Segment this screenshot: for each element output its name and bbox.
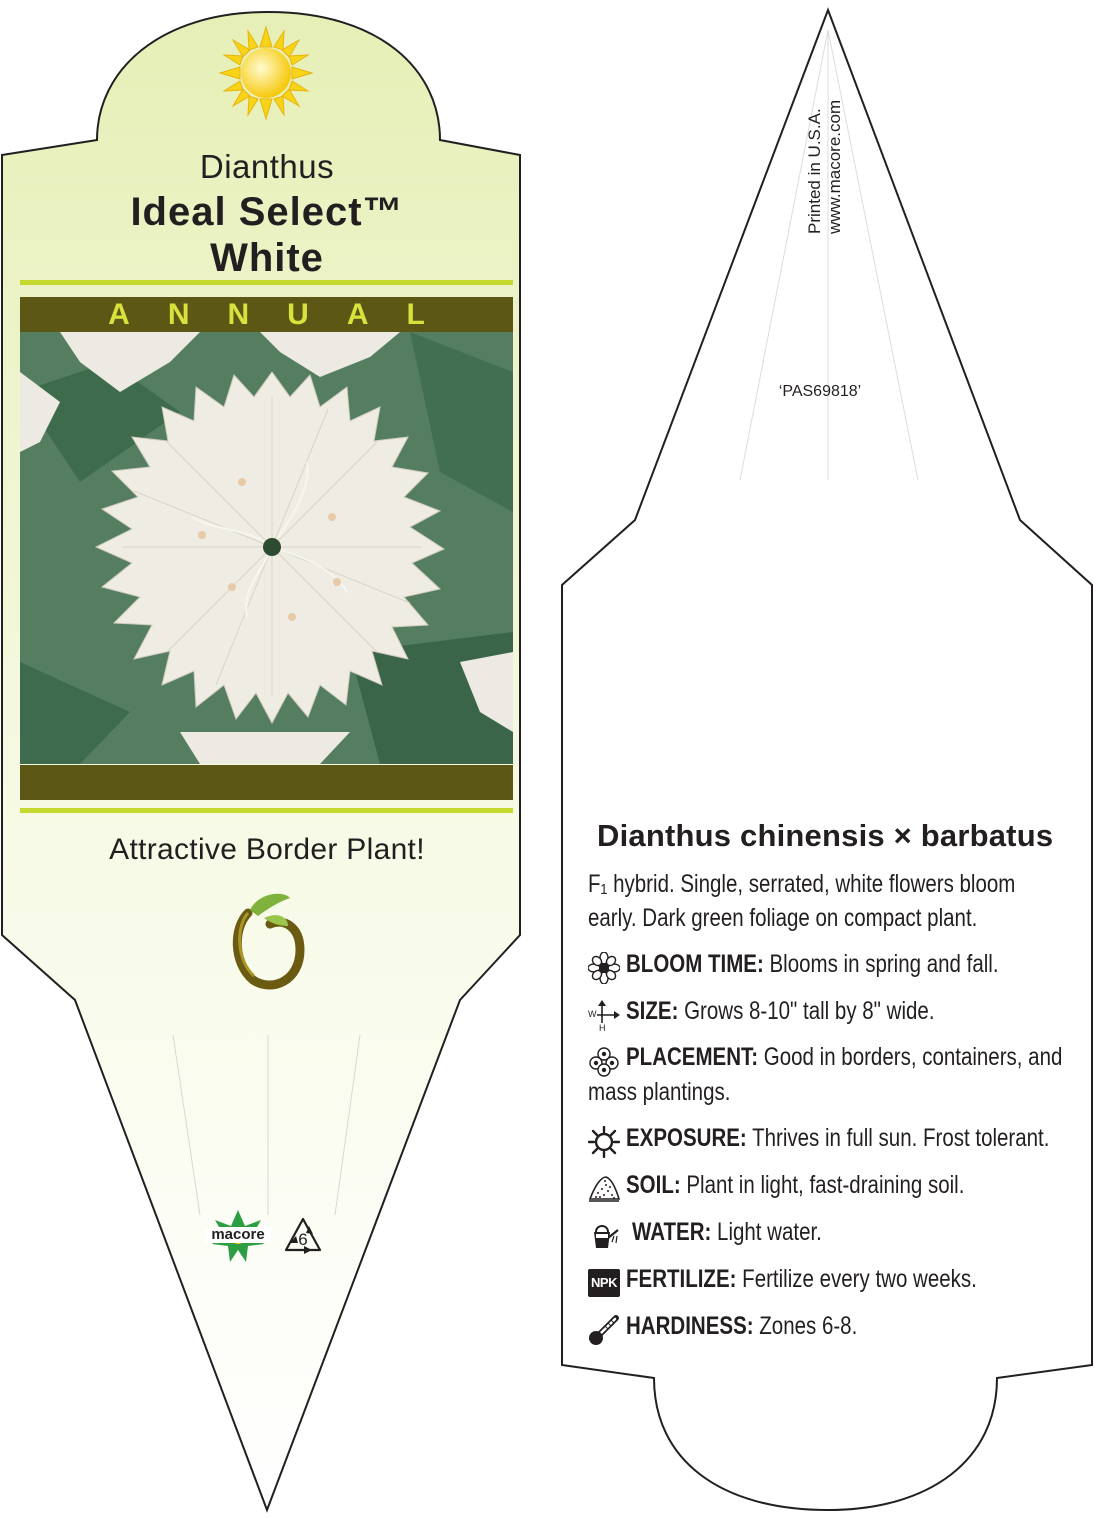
macore-logo — [205, 1208, 271, 1270]
placement-flowers-icon — [588, 1045, 620, 1077]
bottom-band — [20, 765, 513, 800]
description-line1: F₁ hybrid. Single, serrated, white flowers bloom — [588, 870, 1016, 898]
attribute-label: SIZE: — [626, 997, 679, 1025]
divider-rule — [20, 280, 513, 285]
watering-can-icon — [588, 1220, 620, 1252]
attribute-value: Thrives in full sun. Frost tolerant. — [752, 1124, 1050, 1152]
attribute-value: Fertilize every two weeks. — [742, 1265, 977, 1293]
common-name: Dianthus — [199, 148, 335, 185]
variety-name-line1: Ideal Select™ — [130, 190, 404, 234]
website: www.macore.com — [825, 99, 844, 234]
thermometer-icon — [588, 1314, 620, 1346]
attribute-value-continued: mass plantings. — [588, 1078, 731, 1106]
attribute-label: EXPOSURE: — [626, 1124, 747, 1152]
attribute-value: Grows 8-10" tall by 8" wide. — [684, 997, 935, 1025]
height-letter: H — [599, 1023, 606, 1031]
size-arrows-icon — [588, 999, 620, 1031]
attribute-value: Light water. — [717, 1218, 822, 1246]
botanical-name: Dianthus chinensis × barbatus — [597, 818, 1054, 853]
attribute-label: BLOOM TIME: — [626, 950, 764, 978]
divider-rule — [20, 808, 513, 813]
category-label: ANNUAL — [108, 298, 463, 331]
patent-number: ‘PAS69818’ — [778, 383, 862, 400]
attribute-label: SOIL: — [626, 1171, 681, 1199]
attribute-label: WATER: — [632, 1218, 712, 1246]
attribute-value: Good in borders, containers, and — [763, 1043, 1063, 1071]
attribute-value: Blooms in spring and fall. — [769, 950, 999, 978]
recycle-code: 6 — [298, 1230, 308, 1249]
width-letter: W — [588, 1009, 597, 1019]
attribute-label: FERTILIZE: — [626, 1265, 737, 1293]
attribute-label: HARDINESS: — [626, 1312, 754, 1340]
full-sun-icon — [218, 25, 314, 121]
recycle-symbol — [282, 1216, 324, 1256]
attribute-value: Zones 6-8. — [759, 1312, 858, 1340]
variety-name-line2: White — [210, 236, 324, 280]
flower-icon — [588, 952, 620, 984]
attribute-value: Plant in light, fast-draining soil. — [686, 1171, 965, 1199]
sun-exposure-icon — [588, 1126, 620, 1158]
soil-pile-icon — [588, 1173, 620, 1205]
leaf-swirl-icon — [228, 888, 306, 990]
npk-fertilizer-icon: NPK — [588, 1269, 620, 1297]
attribute-label: PLACEMENT: — [626, 1043, 759, 1071]
description-line2: early. Dark green foliage on compact plant. — [588, 904, 978, 932]
printed-origin: Printed in U.S.A. — [805, 108, 824, 234]
printed-info — [805, 64, 845, 234]
tagline: Attractive Border Plant! — [109, 833, 425, 866]
flower-photo — [20, 332, 513, 764]
brand-name: macore — [205, 1227, 271, 1243]
